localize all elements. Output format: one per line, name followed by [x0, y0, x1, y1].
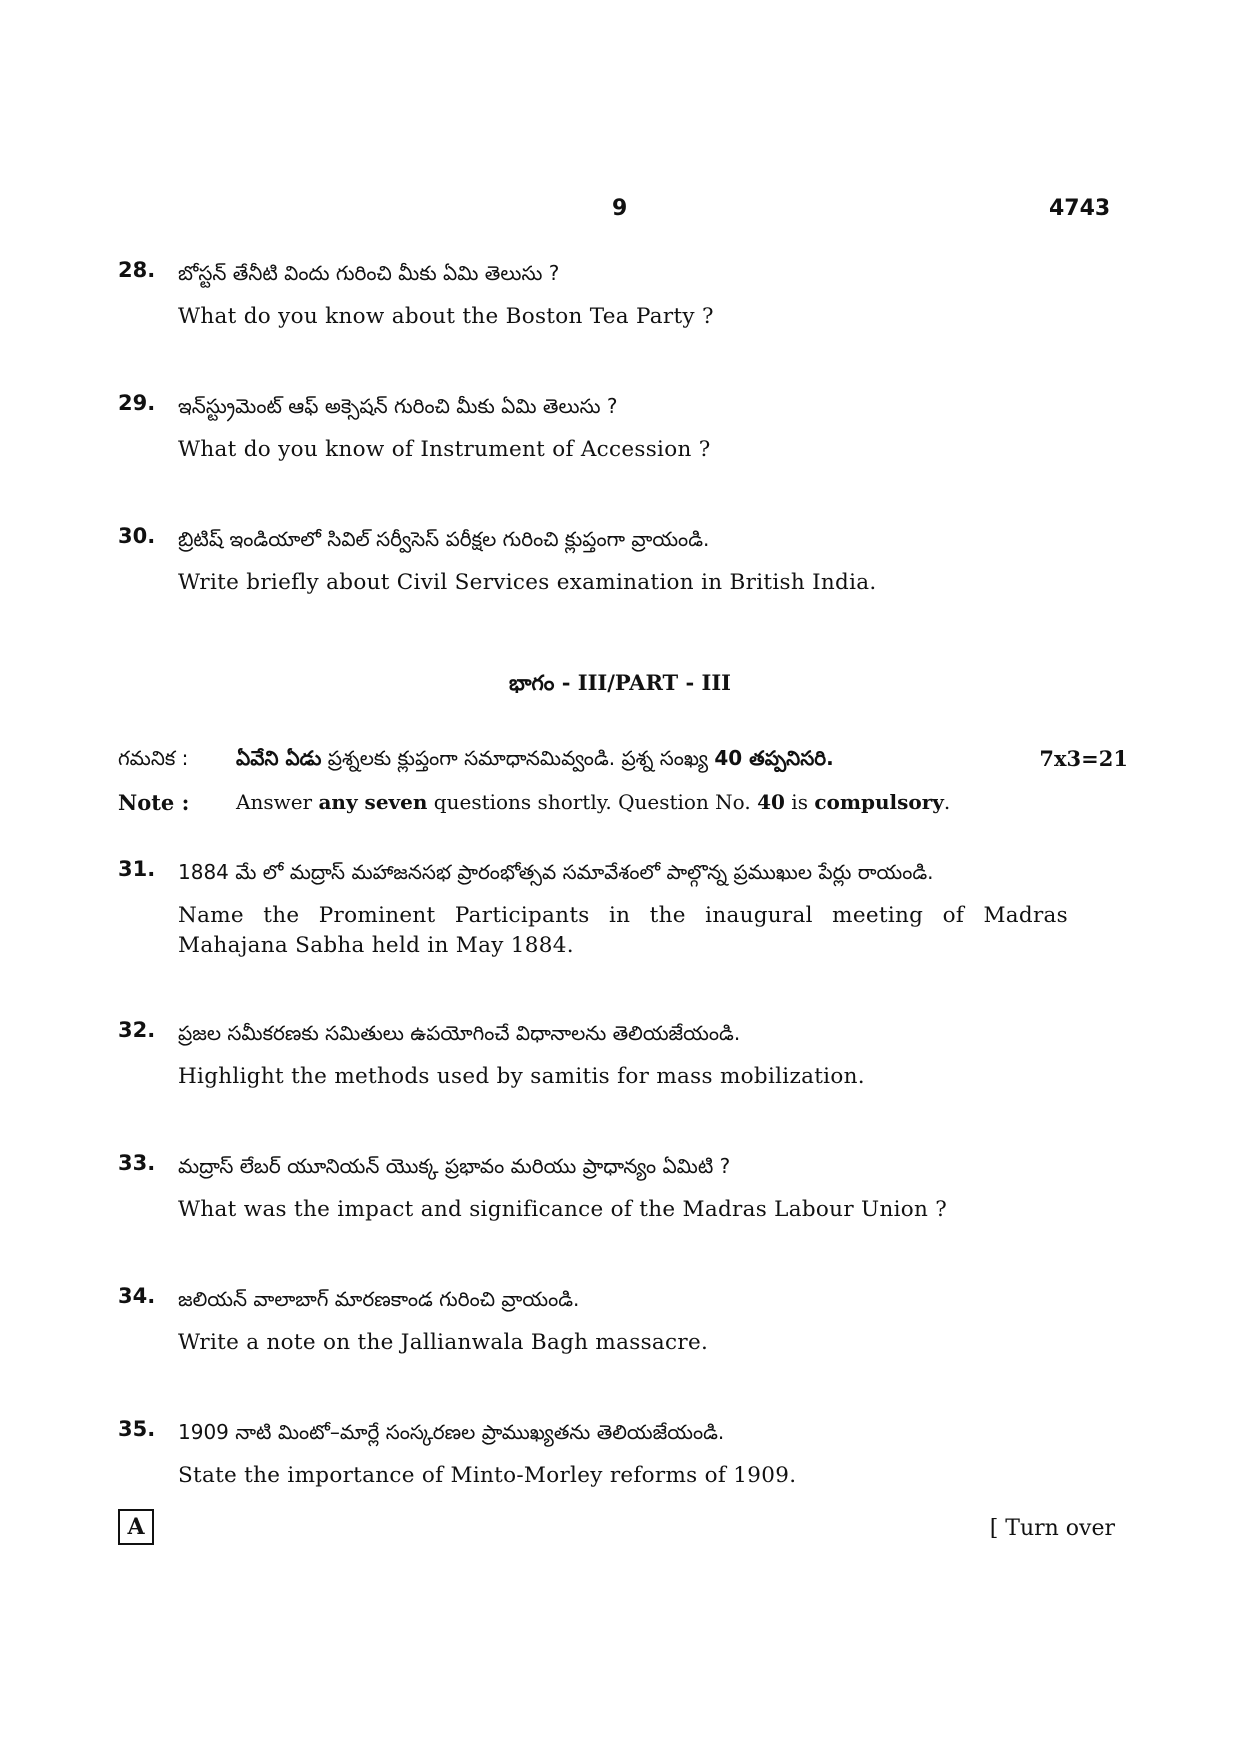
question-32 — [118, 1018, 1128, 1092]
question-number: 33. — [118, 1151, 156, 1175]
question-text-telugu: జలియన్ వాలాబాగ్ మారణకాండ గురించి వ్రాయండి. — [178, 1287, 580, 1311]
question-number: 34. — [118, 1284, 156, 1308]
note-question-number: 40 — [714, 746, 743, 770]
question-text-telugu: 1884 మే లో మద్రాస్ మహాజనసభ ప్రారంభోత్సవ సమావేశంలో పాల్గొన్న ప్రముఖుల పేర్లు రాయండి. — [178, 860, 934, 884]
question-number: 31. — [118, 857, 156, 881]
question-text-telugu: ప్రజల సమీకరణకు సమితులు ఉపయోగించే విధానాలను తెలియజేయండి. — [178, 1021, 741, 1045]
question-31 — [118, 857, 1128, 961]
note-emphasis: any seven — [318, 790, 428, 814]
note-text: . — [943, 790, 951, 814]
question-text-telugu: బోస్టన్ తేనీటి విందు గురించి మీకు ఏమి తెలుసు ? — [178, 261, 560, 285]
question-34 — [118, 1284, 1128, 1358]
question-28 — [118, 258, 1128, 332]
question-number: 28. — [118, 258, 156, 282]
question-text-telugu: ఇన్‌స్ట్రుమెంట్ ఆఫ్ అక్సెషన్ గురించి మీకు ఏమి తెలుసు ? — [178, 394, 618, 418]
section-heading: భాగం - III/PART - III — [509, 670, 731, 695]
question-33 — [118, 1151, 1128, 1225]
note-text: questions shortly. Question No. — [427, 790, 758, 814]
question-text-english: Name the Prominent Participants in the inaugural meeting of Madras Mahajana Sabha held in May 1884. — [178, 903, 1068, 958]
note-label-telugu: గమనిక : — [118, 746, 189, 770]
question-number: 30. — [118, 524, 156, 548]
question-text-english: What do you know of Instrument of Accession ? — [178, 437, 711, 462]
question-text-english: Write a note on the Jallianwala Bagh massacre. — [178, 1330, 709, 1355]
question-text-english: What was the impact and significance of the Madras Labour Union ? — [178, 1197, 948, 1222]
note-text: is — [784, 790, 815, 814]
turn-over-note: [ Turn over — [989, 1516, 1115, 1541]
question-text-telugu: మద్రాస్ లేబర్ యూనియన్ యొక్క ప్రభావం మరియు ప్రాధాన్యం ఏమిటి ? — [178, 1154, 731, 1178]
question-text-english: What do you know about the Boston Tea Party ? — [178, 304, 714, 329]
note-emphasis: తప్పనిసరి. — [742, 746, 834, 770]
note-question-number: 40 — [757, 790, 785, 814]
question-text-english: Write briefly about Civil Services examination in British India. — [178, 570, 877, 595]
question-number: 32. — [118, 1018, 156, 1042]
paper-code: 4743 — [1049, 196, 1111, 221]
series-box: A — [118, 1509, 154, 1545]
note-text: Answer — [236, 790, 319, 814]
question-text-english: State the importance of Minto-Morley reforms of 1909. — [178, 1463, 797, 1488]
question-30 — [118, 524, 1128, 598]
question-35 — [118, 1417, 1128, 1491]
question-text-english: Highlight the methods used by samitis for mass mobilization. — [178, 1064, 865, 1089]
page-number: 9 — [612, 196, 628, 221]
note-text: ప్రశ్నలకు క్లుప్తంగా సమాధానమివ్వండి. ప్రశ్న సంఖ్య — [321, 746, 715, 770]
marks: 7x3=21 — [1039, 746, 1128, 771]
note-text-telugu — [236, 746, 834, 775]
note-emphasis: compulsory — [814, 790, 944, 814]
note-emphasis: ఏవేని ఏడు — [236, 746, 322, 770]
note-label-english: Note : — [118, 790, 190, 815]
question-29 — [118, 391, 1128, 465]
question-number: 29. — [118, 391, 156, 415]
note-text-english — [236, 790, 950, 814]
question-text-telugu: బ్రిటిష్ ఇండియాలో సివిల్ సర్వీసెస్ పరీక్షల గురించి క్లుప్తంగా వ్రాయండి. — [178, 527, 710, 551]
question-number: 35. — [118, 1417, 156, 1441]
question-text-telugu: 1909 నాటి మింటో–మార్లే సంస్కరణల ప్రాముఖ్యతను తెలియజేయండి. — [178, 1420, 725, 1444]
